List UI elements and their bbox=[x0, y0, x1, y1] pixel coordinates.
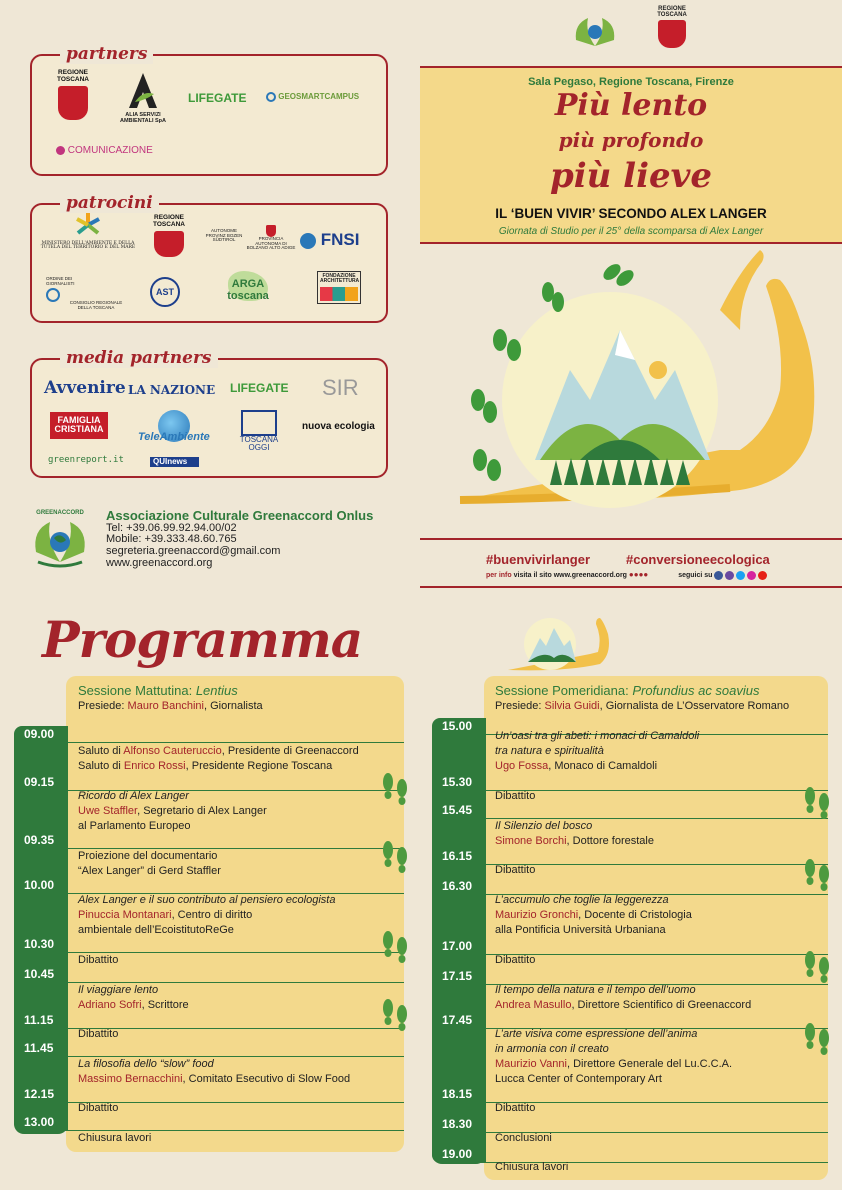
logo-comunicazione: COMUNICAZIONE bbox=[56, 146, 153, 157]
top-greenaccord-logo bbox=[572, 12, 618, 52]
logo-alia: ALIA SERVIZI AMBIENTALI SpA bbox=[118, 70, 168, 124]
info-text: visita il sito www.greenaccord.org bbox=[513, 572, 627, 579]
event-chiusura-mattina: Chiusura lavori bbox=[78, 1132, 152, 1144]
hashtag-conversioneecologica[interactable]: #conversioneecologica bbox=[626, 552, 770, 567]
event-masullo: Andrea Masullo, Direttore Scientifico di Greenaccord bbox=[495, 999, 752, 1011]
logo-ordine-giornalisti: ORDINE DEI GIORNALISTI bbox=[46, 277, 116, 304]
afternoon-time: 17.15 bbox=[432, 968, 486, 985]
afternoon-time: 19.00 bbox=[432, 1146, 486, 1163]
event-subtitle: IL ‘BUEN VIVIR’ SECONDO ALEX LANGER bbox=[495, 206, 767, 221]
event-montanari: Pinuccia Montanari, Centro di diritto bbox=[78, 909, 253, 921]
title-line-2: più profondo bbox=[558, 128, 704, 152]
event-staffler: Uwe Staffler, Segretario di Alex Langer bbox=[78, 805, 267, 817]
patrocini-box bbox=[30, 193, 388, 323]
patrocini-title: patrocini bbox=[60, 193, 159, 213]
footprints-icon bbox=[800, 856, 836, 896]
afternoon-time: 18.15 bbox=[432, 1086, 486, 1103]
event-tagline: Giornata di Studio per il 25° della scomparsa di Alex Langer bbox=[498, 226, 764, 237]
event-vanni-line2: Lucca Center of Contemporary Art bbox=[495, 1073, 662, 1085]
event-borchi: Simone Borchi, Dottore forestale bbox=[495, 835, 654, 847]
logo-fondazione-architettura: FONDAZIONE ARCHITETTURA bbox=[317, 271, 361, 304]
assoc-tel: Tel: +39.06.99.92.94.00/02 bbox=[106, 522, 237, 534]
instagram-icon[interactable] bbox=[747, 571, 756, 580]
afternoon-time: 15.45 bbox=[432, 802, 486, 819]
media-partners-title: media partners bbox=[60, 348, 218, 368]
event-dibattito-p1: Dibattito bbox=[495, 790, 536, 802]
morning-time: 09.15 bbox=[14, 774, 68, 791]
logo-consiglio-regionale: CONSIGLIO REGIONALE DELLA TOSCANA bbox=[69, 300, 123, 310]
flickr-icon[interactable] bbox=[725, 571, 734, 580]
assoc-name: Associazione Culturale Greenaccord Onlus bbox=[106, 508, 374, 523]
twitter-icon[interactable] bbox=[736, 571, 745, 580]
morning-session-title: Sessione Mattutina: Lentius bbox=[78, 683, 238, 698]
afternoon-time: 15.30 bbox=[432, 774, 486, 791]
afternoon-chair: Presiede: Silvia Guidi, Giornalista de L’Osservatore Romano bbox=[495, 700, 790, 712]
morning-time: 13.00 bbox=[14, 1114, 68, 1131]
event-gronchi-line2: alla Pontificia Università Urbaniana bbox=[495, 924, 666, 936]
event-fossa: Ugo Fossa, Monaco di Camaldoli bbox=[495, 760, 658, 772]
footprints-icon bbox=[800, 784, 836, 824]
event-arte-visiva-line2: in armonia con il creato bbox=[495, 1043, 609, 1055]
logo-arga-toscana: ARGA toscana bbox=[220, 271, 276, 302]
social-divider-top bbox=[420, 538, 842, 540]
event-saluto-cauteruccio: Saluto di Alfonso Cauteruccio, Presidente di Greenaccord bbox=[78, 745, 359, 757]
logo-famiglia-cristiana: FAMIGLIA CRISTIANA bbox=[50, 412, 108, 439]
event-viaggiare-lento: Il viaggiare lento bbox=[78, 984, 159, 996]
info-line bbox=[486, 570, 767, 580]
logo-lifegate: LIFEGATE bbox=[188, 91, 247, 105]
event-saluto-rossi: Saluto di Enrico Rossi, Presidente Regione Toscana bbox=[78, 760, 333, 772]
greenaccord-logo bbox=[28, 512, 92, 570]
event-conclusioni: Conclusioni bbox=[495, 1132, 552, 1144]
logo-ministero-ambiente: MINISTERO DELL'AMBIENTE E DELLA TUTELA DEL TERRITORIO E DEL MARE bbox=[38, 211, 138, 251]
footprints-icon bbox=[378, 996, 414, 1036]
event-chiusura-pomeriggio: Chiusura lavori bbox=[495, 1161, 569, 1173]
event-slow-food: La filosofia dello “slow” food bbox=[78, 1058, 214, 1070]
follow-label: seguici su bbox=[678, 572, 713, 579]
event-dibattito-p3: Dibattito bbox=[495, 954, 536, 966]
info-label: per info bbox=[486, 572, 512, 579]
morning-time-rule bbox=[40, 742, 404, 743]
logo-avvenire: Avvenire bbox=[44, 378, 126, 398]
footprints-icon bbox=[800, 948, 836, 988]
event-bernacchini: Massimo Bernacchini, Comitato Esecutivo di Slow Food bbox=[78, 1073, 351, 1085]
greenaccord-logo-text: GREENACCORD bbox=[36, 510, 84, 516]
logo-teleambiente: TeleAmbiente bbox=[138, 410, 210, 444]
event-silenzio-bosco: Il Silenzio del bosco bbox=[495, 820, 593, 832]
footprints-icon bbox=[378, 838, 414, 878]
logo-greenreport: greenreport.it bbox=[48, 455, 124, 465]
morning-time: 09.00 bbox=[14, 726, 68, 743]
footprints-icon bbox=[378, 770, 414, 810]
morning-time: 10.00 bbox=[14, 877, 68, 894]
morning-chair: Presiede: Mauro Banchini, Giornalista bbox=[78, 700, 263, 712]
partners-title: partners bbox=[60, 44, 153, 64]
afternoon-time: 17.45 bbox=[432, 1012, 486, 1029]
footprints-icon bbox=[378, 928, 414, 968]
afternoon-time: 18.30 bbox=[432, 1116, 486, 1133]
media-partners-box bbox=[30, 348, 388, 478]
assoc-email[interactable]: segreteria.greenaccord@gmail.com bbox=[106, 545, 281, 557]
venue: Sala Pegaso, Regione Toscana, Firenze bbox=[528, 76, 734, 88]
afternoon-time: 16.30 bbox=[432, 878, 486, 895]
facebook-icon[interactable] bbox=[714, 571, 723, 580]
small-snail-icon bbox=[504, 604, 614, 674]
logo-sir: SIR bbox=[322, 375, 359, 400]
event-gronchi: Maurizio Gronchi, Docente di Cristologia bbox=[495, 909, 692, 921]
event-tempo-natura: Il tempo della natura e il tempo dell’uomo bbox=[495, 984, 696, 996]
event-contributo-ecologista: Alex Langer e il suo contributo al pensiero ecologista bbox=[78, 894, 336, 906]
logo-ast: AST bbox=[150, 277, 180, 307]
event-arte-visiva: L’arte visiva come espressione dell’anima bbox=[495, 1028, 698, 1040]
logo-regione-toscana: REGIONE TOSCANA bbox=[54, 70, 92, 120]
logo-provincia-bolzano: PROVINCIA AUTONOMA DI BOLZANO ALTO ADIGE bbox=[246, 225, 296, 251]
assoc-website[interactable]: www.greenaccord.org bbox=[106, 557, 213, 569]
afternoon-time: 15.00 bbox=[432, 718, 486, 735]
morning-time: 11.15 bbox=[14, 1012, 68, 1029]
event-vanni: Maurizio Vanni, Direttore Generale del Lu.C.C.A. bbox=[495, 1058, 733, 1070]
event-proiezione-line2: “Alex Langer” di Gerd Staffler bbox=[78, 865, 221, 877]
event-dibattito-p2: Dibattito bbox=[495, 864, 536, 876]
logo-geosmartcampus: GEOSMARTCAMPUS bbox=[266, 92, 359, 102]
event-dibattito-3: Dibattito bbox=[78, 1102, 119, 1114]
logo-toscana-oggi: TOSCANA OGGI bbox=[236, 410, 282, 453]
snail-illustration bbox=[440, 250, 840, 530]
programma-title: Programma bbox=[42, 610, 363, 669]
top-regione-toscana-logo: REGIONE TOSCANA bbox=[652, 6, 692, 48]
event-staffler-line2: al Parlamento Europeo bbox=[78, 820, 191, 832]
title-line-3: più lieve bbox=[549, 156, 713, 196]
event-dibattito-p4: Dibattito bbox=[495, 1102, 536, 1114]
afternoon-time: 16.15 bbox=[432, 848, 486, 865]
event-header bbox=[420, 66, 842, 244]
hashtag-buenvivirlanger[interactable]: #buenvivirlanger bbox=[486, 552, 591, 567]
footprints-icon bbox=[800, 1020, 836, 1060]
event-oasi-abeti-line2: tra natura e spiritualità bbox=[495, 745, 604, 757]
morning-time: 12.15 bbox=[14, 1086, 68, 1103]
logo-fnsi: FNSI bbox=[300, 231, 359, 249]
event-dibattito-1: Dibattito bbox=[78, 954, 119, 966]
morning-time: 10.45 bbox=[14, 966, 68, 983]
event-accumulo: L’accumulo che toglie la leggerezza bbox=[495, 894, 669, 906]
dots-icon: ●●●● bbox=[628, 570, 649, 579]
assoc-mobile: Mobile: +39.333.48.60.765 bbox=[106, 533, 237, 545]
logo-lifegate-media: LIFEGATE bbox=[230, 381, 289, 395]
morning-time: 11.45 bbox=[14, 1040, 68, 1057]
social-divider-bottom bbox=[420, 586, 842, 588]
morning-time: 09.35 bbox=[14, 832, 68, 849]
event-montanari-line2: ambientale dell’EcoistitutoReGe bbox=[78, 924, 234, 936]
afternoon-session-title: Sessione Pomeridiana: Profundius ac soavius bbox=[495, 683, 760, 698]
logo-regione-toscana-2: REGIONE TOSCANA bbox=[150, 215, 188, 257]
event-ricordo-langer: Ricordo di Alex Langer bbox=[78, 790, 189, 802]
event-sofri: Adriano Sofri, Scrittore bbox=[78, 999, 189, 1011]
title-line-1: Più lento bbox=[554, 88, 708, 123]
afternoon-time: 17.00 bbox=[432, 938, 486, 955]
logo-nuova-ecologia: nuova ecologia bbox=[302, 421, 375, 432]
logo-quinews: QUInews bbox=[150, 457, 199, 467]
event-dibattito-2: Dibattito bbox=[78, 1028, 119, 1040]
morning-time: 10.30 bbox=[14, 936, 68, 953]
event-oasi-abeti: Un’oasi tra gli abeti: i monaci di Camaldoli bbox=[495, 730, 700, 742]
logo-la-nazione: LA NAZIONE bbox=[128, 383, 216, 397]
partners-box bbox=[30, 44, 388, 176]
logo-provinz-bozen: AUTONOME PROVINZ BOZEN SÜDTIROL bbox=[205, 228, 243, 243]
youtube-icon[interactable] bbox=[758, 571, 767, 580]
event-proiezione: Proiezione del documentario bbox=[78, 850, 218, 862]
